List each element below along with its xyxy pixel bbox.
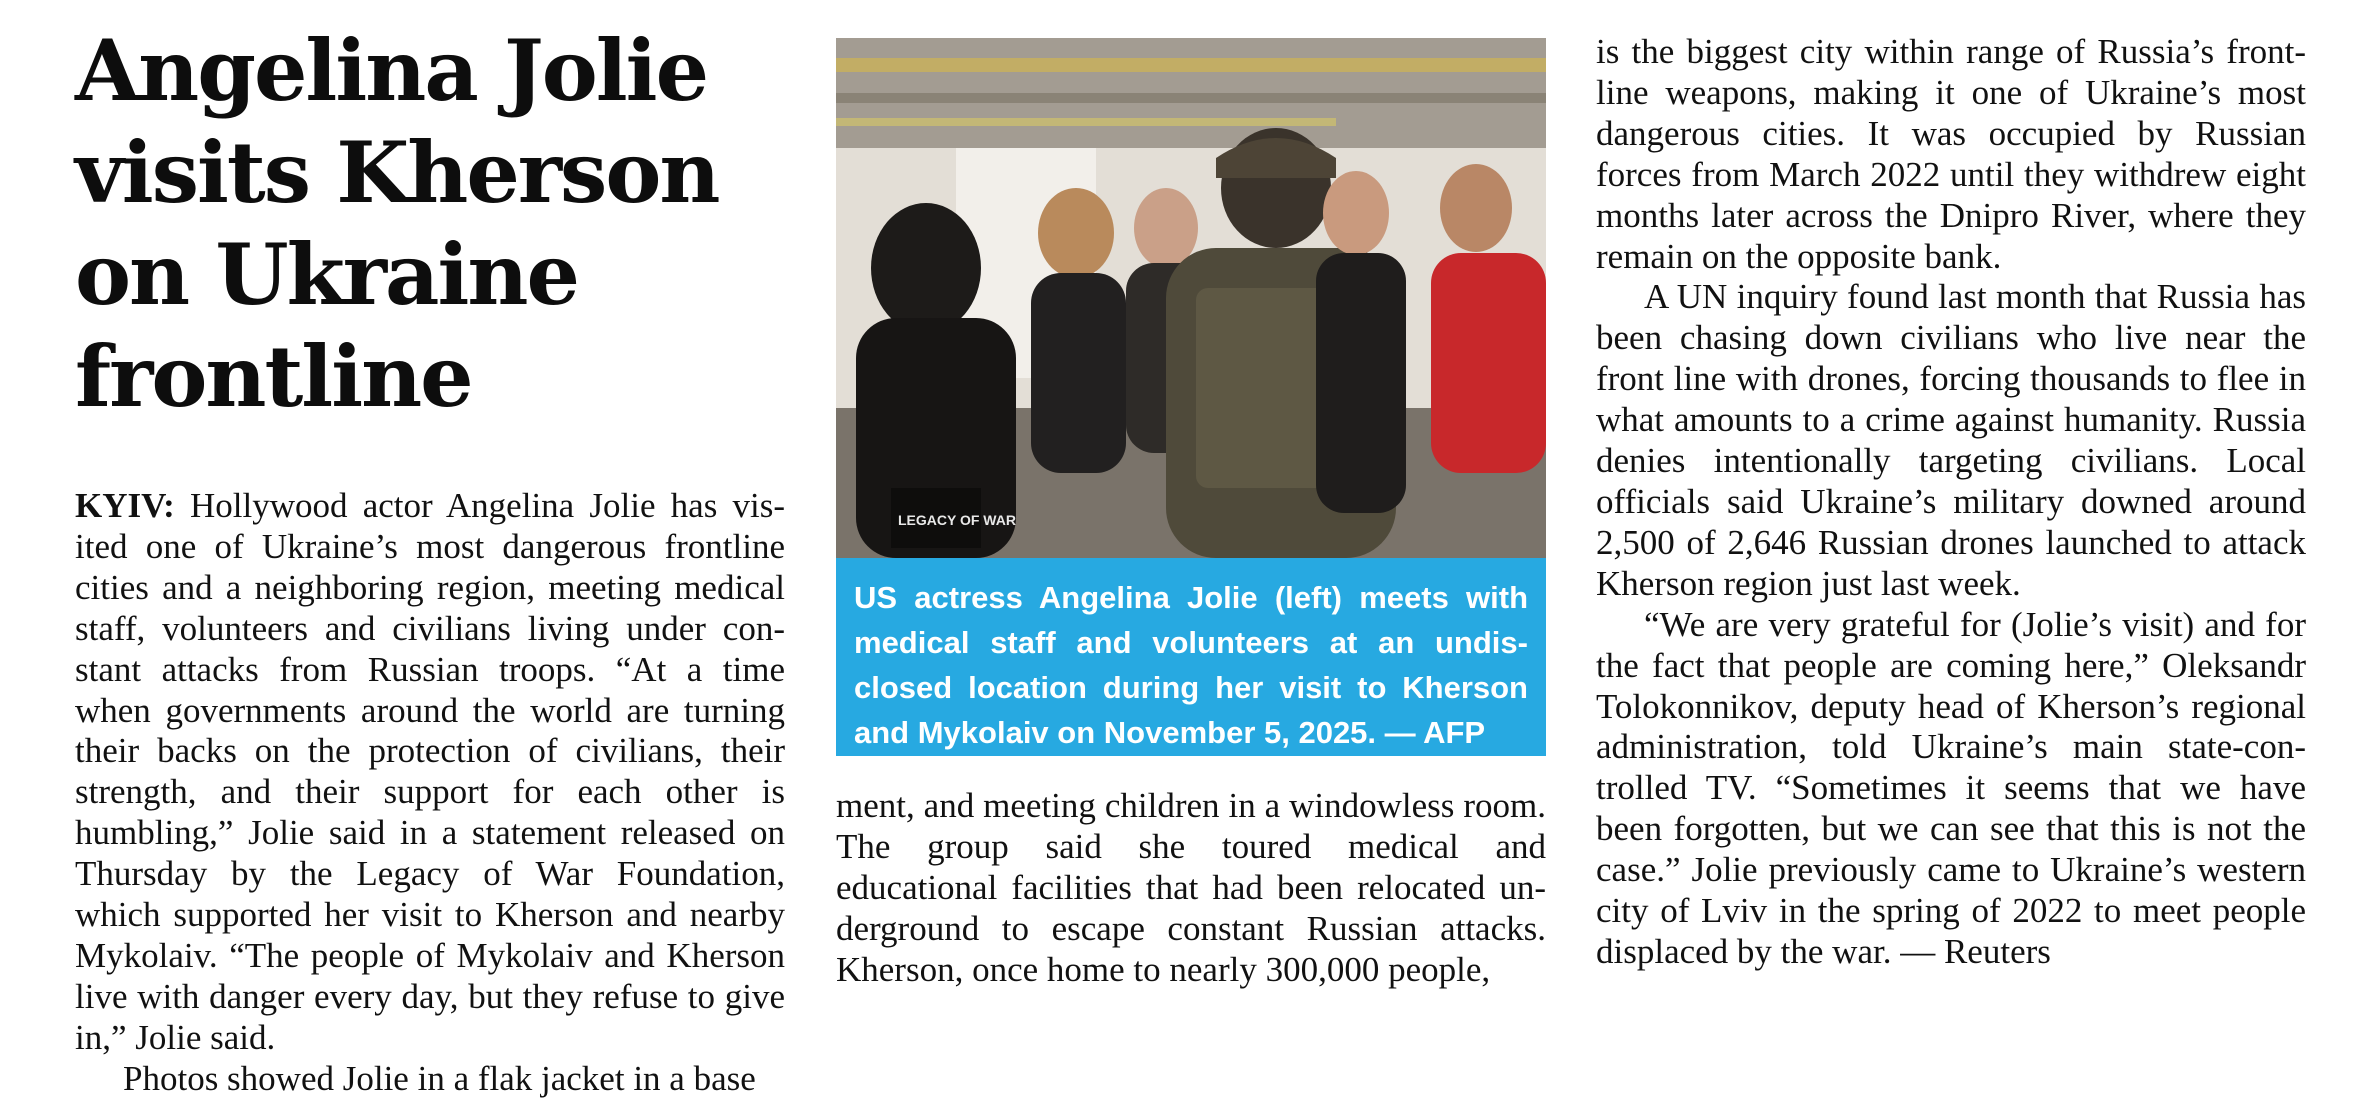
headline: Angelina Jolie visits Kherson on Ukraine frontline — [75, 21, 719, 426]
article-body-left — [75, 486, 785, 1100]
paragraph-kherson: is the biggest city within range of Russia’s frontline weapons, making it one of Ukraine’s most dangerous cities. It was occupied by Russian forces from March 2022 until they withdrew eight months later across the Dnipro River, where they remain on the opposite bank. — [1596, 32, 2306, 276]
paragraph-basement: ment, and meeting children in a windowless room. The group said she toured medical and educational facilities that had been relocated underground to escape constant Russian attacks. Kherson, once home to nearly 300,000 people, — [836, 786, 1546, 989]
photo-caption: US actress Angelina Jolie (left) meets with medical staff and volunteers at an undisclosed location during her visit to Kherson and Mykolaiv on November 5, 2025. — AFP — [836, 558, 1546, 756]
paragraph-lead-text: Hollywood actor Angelina Jolie has visited one of Ukraine’s most dangerous frontline cities and a neighboring region, meeting medical staff, volunteers and civilians living under constant attacks from Russian troops. “At a time when governments around the world are turning their backs on the protection of civilians, their strength, and their support for each other is humbling,” Jolie said in a statement released on Thursday by the Legacy of War Foundation, which supported her visit to Kherson and nearby Mykolaiv. “The people of Mykolaiv and Kherson live with danger every day, but they refuse to give in,” Jolie said. — [75, 486, 786, 1057]
column-right — [1596, 32, 2306, 973]
column-left — [75, 20, 785, 1100]
photo-illustration — [836, 38, 1546, 558]
paragraph-quote: “We are very grateful for (Jolie’s visit) and for the fact that people are coming here,” Oleksandr Tolokonnikov, deputy head of Kherson’s regional administration, told Ukraine’s main state-controlled TV. “Sometimes it seems that we have been forgotten, but we can see that this is not the case.” Jolie previously came to Ukraine’s western city of Lviv in the spring of 2022 to meet people displaced by the war. — Reuters — [1596, 604, 2306, 971]
article-body-middle — [836, 786, 1546, 991]
column-middle — [836, 38, 1546, 991]
paragraph-lead — [75, 486, 785, 1059]
paragraph-un-inquiry: A UN inquiry found last month that Russia has been chasing down civilians who live near the front line with drones, forcing thousands to flee in what amounts to a crime against humanity. Russia denies intentionally targeting civilians. Local officials said Ukraine’s military downed around 2,500 of 2,646 Russian drones launched to attack Kherson region just last week. — [1596, 277, 2306, 603]
news-photo — [836, 38, 1546, 558]
paragraph-photos: Photos showed Jolie in a flak jacket in a base — [123, 1058, 756, 1098]
article-body-right — [1596, 32, 2306, 973]
bag-label: LEGACY OF WAR — [898, 512, 1016, 528]
dateline: KYIV: — [75, 486, 175, 525]
